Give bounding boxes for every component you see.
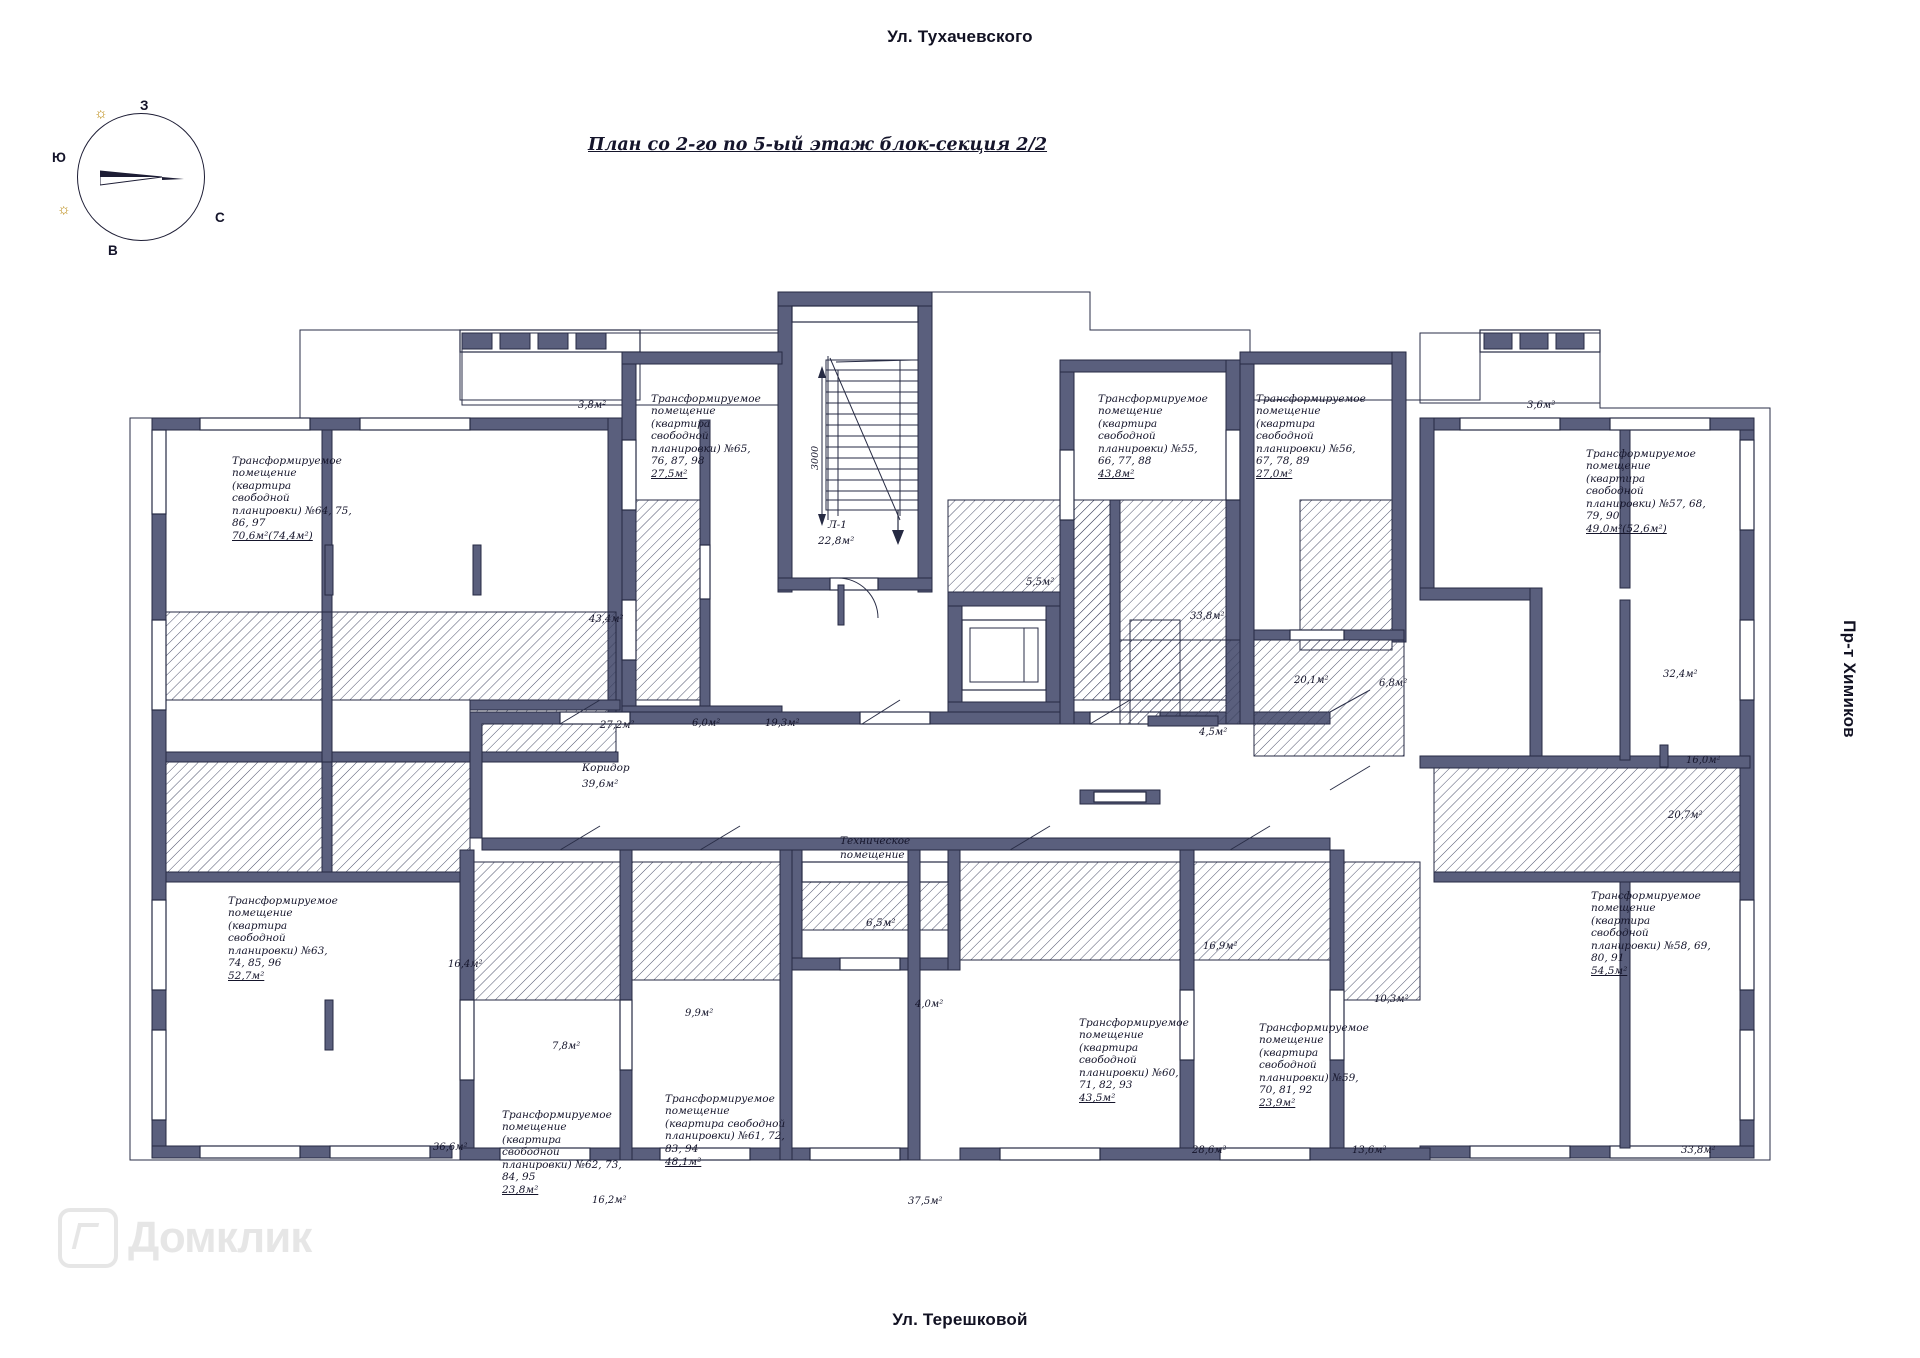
room-annotation-room-64 bbox=[232, 455, 352, 543]
street-label-top: Ул. Тухачевского bbox=[887, 27, 1033, 46]
area-label-a-4-0: 4,0м² bbox=[915, 999, 944, 1010]
room-annotation-room-65 bbox=[651, 393, 761, 481]
area-label-a-19-3: 19,3м² bbox=[765, 718, 800, 729]
room-area: 27,0м² bbox=[1256, 468, 1293, 481]
room-annotation-room-62 bbox=[502, 1109, 622, 1197]
room-title: Трансформируемое помещение (квартира свободной планировки) №58, 69, 80, 91 bbox=[1591, 890, 1711, 965]
sun-icon: ☼ bbox=[94, 105, 108, 122]
corridor-area: 39,6м² bbox=[582, 778, 619, 790]
stair-area: 22,8м² bbox=[818, 535, 855, 547]
technical-area: 6,5м² bbox=[866, 917, 896, 929]
room-title: Трансформируемое помещение (квартира свободной планировки) №62, 73, 84, 95 bbox=[502, 1109, 622, 1184]
area-label-a-13-6: 13,6м² bbox=[1352, 1145, 1387, 1156]
compass-label-west: Ю bbox=[52, 150, 66, 165]
stair-dimension: 3000 bbox=[810, 445, 821, 470]
area-label-a-32-4: 32,4м² bbox=[1663, 669, 1698, 680]
room-area: 23,9м² bbox=[1259, 1097, 1296, 1110]
compass-label-north: З bbox=[140, 98, 149, 113]
sun-icon: ☼ bbox=[57, 201, 71, 218]
technical-label-2: помещение bbox=[840, 849, 905, 861]
room-area: 54,5м² bbox=[1591, 965, 1628, 978]
area-label-a-33-8-bot: 33,8м² bbox=[1681, 1145, 1716, 1156]
room-annotation-room-63 bbox=[228, 895, 336, 983]
area-label-a-3-8: 3,8м² bbox=[578, 400, 607, 411]
room-annotation-room-61 bbox=[665, 1093, 790, 1168]
area-label-a-20-1: 20,1м² bbox=[1294, 675, 1329, 686]
area-label-a-4-5: 4,5м² bbox=[1199, 727, 1228, 738]
room-area: 49,0м²(52,6м²) bbox=[1586, 523, 1667, 536]
area-label-a-27-2: 27,2м² bbox=[600, 720, 635, 731]
page-title: План со 2-го по 5-ый этаж блок-секция 2/2 bbox=[588, 135, 1048, 155]
street-label-right: Пр-т Химиков bbox=[1840, 620, 1860, 738]
watermark-text: Домклик bbox=[128, 1213, 312, 1262]
room-area: 70,6м²(74,4м²) bbox=[232, 530, 313, 543]
stair-label: Л-1 bbox=[828, 519, 847, 531]
room-title: Трансформируемое помещение (квартира свободной планировки) №61, 72, 83, 94 bbox=[665, 1093, 786, 1155]
area-label-a-20-7: 20,7м² bbox=[1668, 810, 1703, 821]
area-label-a-16-9: 16,9м² bbox=[1203, 941, 1238, 952]
room-annotation-room-57 bbox=[1586, 448, 1706, 536]
street-label-bottom: Ул. Терешковой bbox=[892, 1310, 1028, 1329]
area-label-a-9-9: 9,9м² bbox=[685, 1008, 714, 1019]
room-area: 43,8м² bbox=[1098, 468, 1135, 481]
room-title: Трансформируемое помещение (квартира свободной планировки) №56, 67, 78, 89 bbox=[1256, 393, 1366, 468]
room-title: Трансформируемое помещение (квартира свободной планировки) №63, 74, 85, 96 bbox=[228, 895, 338, 970]
room-area: 43,5м² bbox=[1079, 1092, 1116, 1105]
room-title: Трансформируемое помещение (квартира свободной планировки) №60, 71, 82, 93 bbox=[1079, 1017, 1189, 1092]
room-area: 27,5м² bbox=[651, 468, 688, 481]
room-annotation-room-59 bbox=[1259, 1022, 1371, 1110]
area-label-a-33-8-top: 33,8м² bbox=[1190, 611, 1225, 622]
room-annotation-room-58 bbox=[1591, 890, 1711, 978]
area-label-a-6-8: 6,8м² bbox=[1379, 678, 1408, 689]
corridor-label: Коридор bbox=[582, 762, 630, 774]
technical-label-1: Техническое bbox=[840, 835, 911, 847]
plan-geometry bbox=[130, 292, 1770, 1160]
compass-label-east: С bbox=[215, 210, 225, 225]
room-title: Трансформируемое помещение (квартира свободной планировки) №59, 70, 81, 92 bbox=[1259, 1022, 1369, 1097]
area-label-a-43-4: 43,4м² bbox=[589, 614, 624, 625]
area-label-a-5-5: 5,5м² bbox=[1026, 577, 1055, 588]
room-title: Трансформируемое помещение (квартира свободной планировки) №65, 76, 87, 98 bbox=[651, 393, 761, 468]
area-label-a-16-0: 16,0м² bbox=[1686, 755, 1721, 766]
area-label-a-16-4: 16,4м² bbox=[448, 959, 483, 970]
room-title: Трансформируемое помещение (квартира свободной планировки) №55, 66, 77, 88 bbox=[1098, 393, 1208, 468]
room-title: Трансформируемое помещение (квартира свободной планировки) №64, 75, 86, 97 bbox=[232, 455, 352, 530]
room-annotation-room-55 bbox=[1098, 393, 1208, 481]
area-label-a-7-8: 7,8м² bbox=[552, 1041, 581, 1052]
room-annotation-room-56 bbox=[1256, 393, 1366, 481]
area-label-a-36-6: 36,6м² bbox=[433, 1142, 468, 1153]
area-label-a-6-0: 6,0м² bbox=[692, 718, 721, 729]
area-label-a-37-5: 37,5м² bbox=[908, 1196, 943, 1207]
area-label-a-10-3: 10,3м² bbox=[1374, 994, 1409, 1005]
room-annotation-room-60 bbox=[1079, 1017, 1191, 1105]
service-room-corridor bbox=[581, 762, 630, 790]
room-area: 52,7м² bbox=[228, 970, 265, 983]
area-label-a-3-6: 3,6м² bbox=[1527, 400, 1556, 411]
compass-label-south: В bbox=[108, 243, 118, 258]
area-label-a-16-2: 16,2м² bbox=[592, 1195, 627, 1206]
room-area: 23,8м² bbox=[502, 1184, 539, 1197]
room-area: 48,1м² bbox=[665, 1156, 702, 1169]
room-title: Трансформируемое помещение (квартира свободной планировки) №57, 68, 79, 90 bbox=[1586, 448, 1706, 523]
area-label-a-28-6: 28,6м² bbox=[1192, 1145, 1227, 1156]
